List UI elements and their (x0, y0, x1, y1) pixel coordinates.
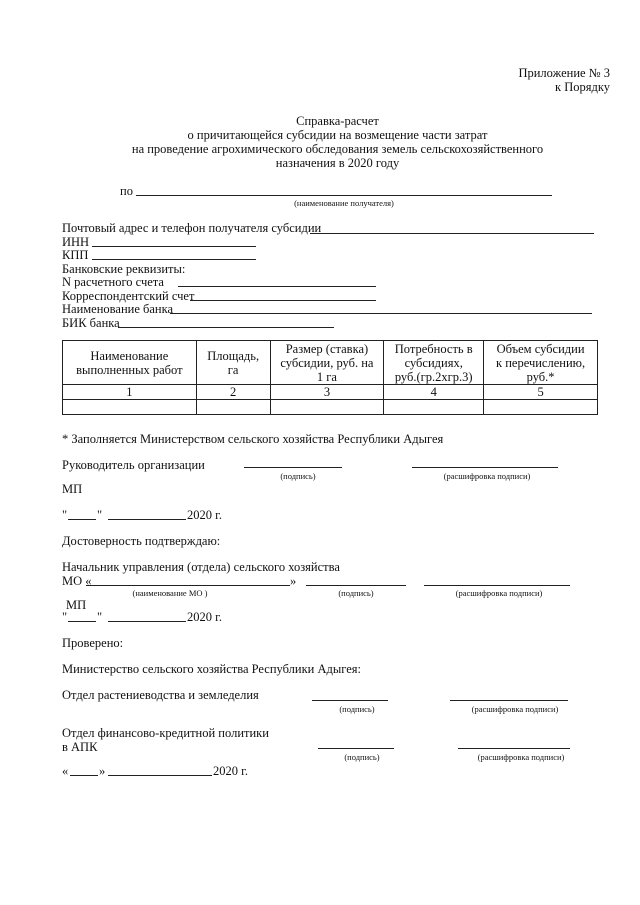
corr-account-label: Корреспондентский счет (62, 289, 195, 303)
header-need: Потребность в субсидиях, руб.(гр.2хгр.3) (384, 341, 484, 385)
dept1-sign-caption: (подпись) (339, 704, 375, 714)
dept2-sign-caption: (подпись) (344, 752, 380, 762)
final-date-mid: » (99, 764, 106, 778)
head-org-label: Руководитель организации (62, 458, 205, 472)
subsidy-table (62, 340, 598, 415)
title-line-4: назначения в 2020 году (275, 156, 400, 170)
kpp-label: КПП (62, 248, 89, 262)
col-number: 3 (270, 385, 384, 400)
col-number: 4 (384, 385, 484, 400)
bik-label: БИК банка (62, 316, 120, 330)
account-label: N расчетного счета (62, 275, 164, 289)
bik-line (118, 327, 334, 328)
appendix-number: Приложение № 3 (518, 66, 610, 80)
chief-mo-line (86, 585, 290, 586)
dept1-decode-line (450, 700, 568, 701)
final-date-open: « (62, 764, 69, 778)
chief-decode-caption: (расшифровка подписи) (455, 588, 543, 598)
chief-sign-caption: (подпись) (338, 588, 374, 598)
table-cell (484, 400, 598, 415)
head-org-month-line (108, 519, 186, 520)
head-org-date-year: 2020 г. (187, 508, 222, 522)
dept2-decode-line (458, 748, 570, 749)
account-line (178, 286, 376, 287)
header-rate: Размер (ставка) субсидии, руб. на 1 га (270, 341, 384, 385)
inn-line (92, 246, 256, 247)
final-date-year: 2020 г. (213, 764, 248, 778)
head-org-decode-caption: (расшифровка подписи) (443, 471, 531, 481)
header-work-name: Наименование выполненных работ (63, 341, 197, 385)
dept2-label-line2: в АПК (62, 740, 98, 754)
col-number: 5 (484, 385, 598, 400)
table-cell (196, 400, 270, 415)
table-cell (63, 400, 197, 415)
dept1-label: Отдел растениеводства и земледелия (62, 688, 259, 702)
ministry-label: Министерство сельского хозяйства Республики Адыгея: (62, 662, 361, 676)
checked-label: Проверено: (62, 636, 124, 650)
title-line-3: на проведение агрохимического обследования земель сельскохозяйственного (131, 142, 544, 156)
chief-mo-caption: (наименование МО ) (132, 588, 208, 598)
recipient-caption: (наименование получателя) (294, 198, 394, 208)
postal-line (310, 233, 594, 234)
appendix-reference: к Порядку (555, 80, 610, 94)
head-org-sign-line (244, 467, 342, 468)
dept1-sign-line (312, 700, 388, 701)
title-line-1: Справка-расчет (296, 114, 379, 128)
chief-label: Начальник управления (отдела) сельского хозяйства (62, 560, 340, 574)
chief-day-line (68, 621, 96, 622)
head-org-sign-caption: (подпись) (280, 471, 316, 481)
chief-date-year: 2020 г. (187, 610, 222, 624)
recipient-line (136, 195, 552, 196)
col-number: 2 (196, 385, 270, 400)
chief-sign-line (306, 585, 406, 586)
postal-label: Почтовый адрес и телефон получателя субсидии (62, 221, 322, 235)
chief-mo-suffix: » (290, 574, 297, 588)
inn-label: ИНН (62, 235, 90, 249)
header-area: Площадь, га (196, 341, 270, 385)
header-amount: Объем субсидии к перечислению, руб.* (484, 341, 598, 385)
table-number-row (63, 385, 598, 400)
title-line-2: о причитающейся субсидии на возмещение части затрат (187, 128, 488, 142)
final-month-line (108, 775, 212, 776)
chief-date-open: " (62, 610, 68, 624)
corr-account-line (190, 300, 376, 301)
head-org-mp: МП (62, 482, 83, 496)
table-cell (384, 400, 484, 415)
dept2-label-line1: Отдел финансово-кредитной политики (62, 726, 269, 740)
bank-name-line (170, 313, 592, 314)
dept2-sign-line (318, 748, 394, 749)
dept2-decode-caption: (расшифровка подписи) (477, 752, 565, 762)
head-org-day-line (68, 519, 96, 520)
chief-month-line (108, 621, 186, 622)
chief-decode-line (424, 585, 570, 586)
confirm-label: Достоверность подтверждаю: (62, 534, 221, 548)
bank-details-label: Банковские реквизиты: (62, 262, 186, 276)
table-row (63, 400, 598, 415)
chief-mo-prefix: МО « (62, 574, 92, 588)
final-day-line (70, 775, 98, 776)
chief-mp: МП (66, 598, 87, 612)
col-number: 1 (63, 385, 197, 400)
head-org-date-open: " (62, 508, 68, 522)
bank-name-label: Наименование банка (62, 302, 174, 316)
footnote: * Заполняется Министерством сельского хозяйства Республики Адыгея (62, 432, 444, 446)
table-cell (270, 400, 384, 415)
recipient-prefix: по (120, 184, 133, 198)
chief-date-mid: " (97, 610, 103, 624)
head-org-decode-line (412, 467, 558, 468)
kpp-line (92, 259, 256, 260)
dept1-decode-caption: (расшифровка подписи) (471, 704, 559, 714)
head-org-date-mid: " (97, 508, 103, 522)
table-header-row (63, 341, 598, 385)
